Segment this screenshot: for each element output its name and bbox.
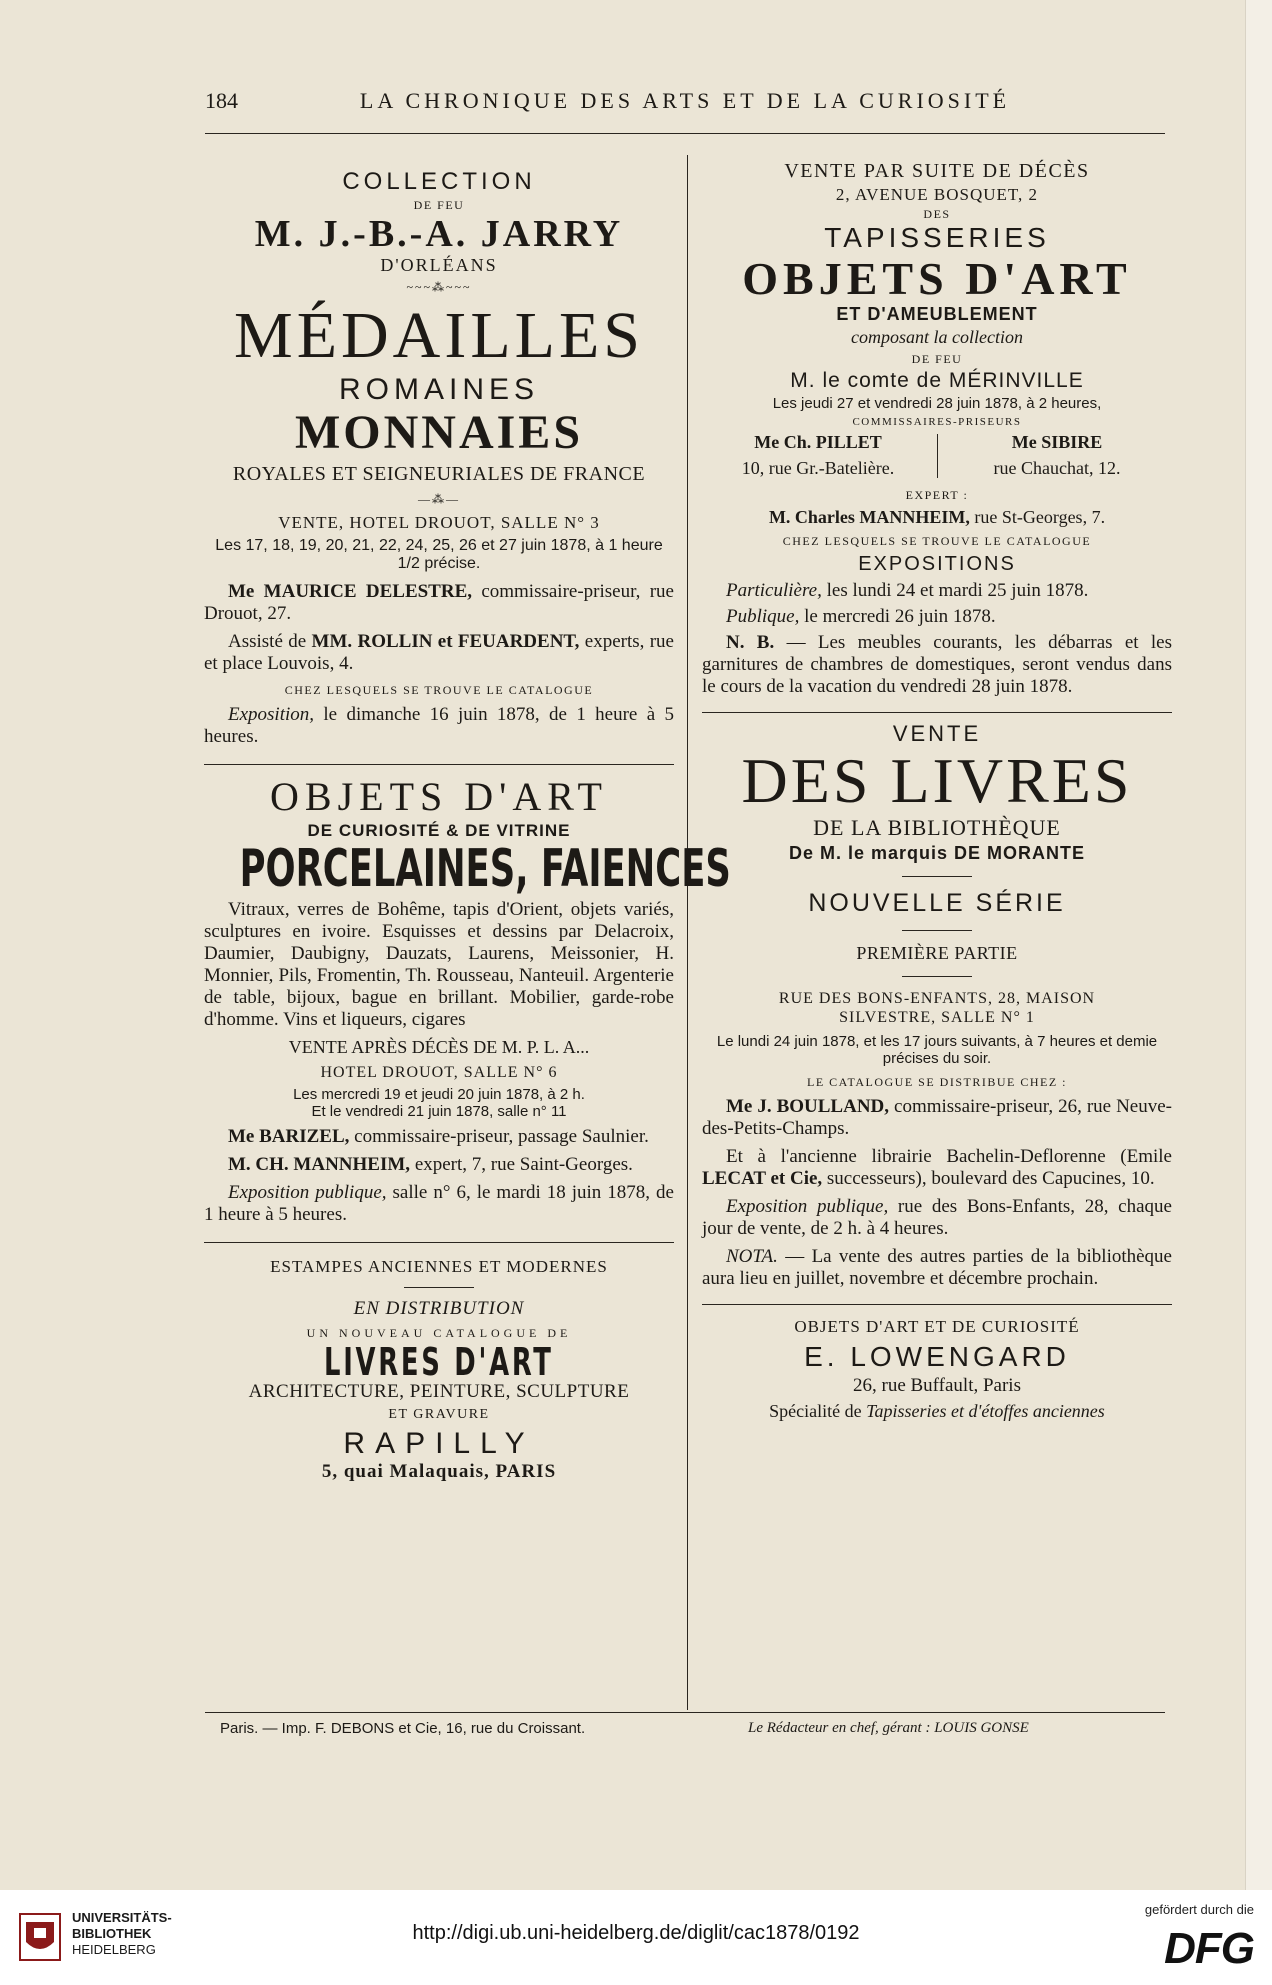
permalink-url[interactable]: http://digi.ub.uni-heidelberg.de/diglit/cac1878/0192: [412, 1922, 860, 1944]
bons-enfants-location: RUE DES BONS-ENFANTS, 28, MAISON SILVESTRE, SALLE N° 1: [778, 990, 1096, 1026]
objets-art-heading: OBJETS D'ART: [270, 774, 608, 819]
commissaires-label: COMMISSAIRES-PRISEURS: [852, 416, 1022, 428]
objets-art-heading-right: OBJETS D'ART: [742, 253, 1132, 304]
expert-label: EXPERT :: [905, 488, 969, 502]
jarry-dates: Les 17, 18, 19, 20, 21, 22, 24, 25, 26 et 27 juin 1878, à 1 heure 1/2 précise.: [215, 537, 663, 572]
running-head: [205, 88, 1165, 128]
lowengard-heading: OBJETS D'ART ET DE CURIOSITÉ: [794, 1317, 1080, 1336]
objets-expo-details: salle n° 6, le mardi 18 juin 1878, de 1 heure à 5 heures.: [204, 1182, 674, 1225]
jarry-experts: [204, 631, 674, 675]
editor-credit: Le Rédacteur en chef, gérant : LOUIS GONSE: [748, 1720, 1029, 1736]
dfg-logo: DFG: [1164, 1924, 1254, 1973]
jarry-catalogue-note: CHEZ LESQUELS SE TROUVE LE CATALOGUE: [284, 683, 594, 697]
de-feu-right: DE FEU: [911, 352, 963, 366]
right-column: [702, 160, 1172, 1422]
jarry-advert: [204, 168, 674, 748]
librairie-line: [702, 1146, 1172, 1190]
specialite-prefix: Spécialité de: [769, 1401, 867, 1421]
ornament-divider: ~~~⁂~~~: [406, 280, 472, 294]
left-column: [204, 160, 731, 1483]
premiere-partie: PREMIÈRE PARTIE: [856, 943, 1018, 963]
column-divider: [687, 155, 688, 1710]
merinville-dates: Les jeudi 27 et vendredi 28 juin 1878, à 2 heures,: [772, 395, 1102, 412]
charles-mannheim-name: M. Charles MANNHEIM,: [768, 507, 970, 527]
vente-heading: VENTE: [892, 721, 982, 746]
mini-rule-right: [902, 876, 972, 877]
publique-details: le mercredi 26 juin 1878.: [799, 606, 996, 627]
librairie-details: successeurs), boulevard des Capucines, 10.: [822, 1168, 1155, 1189]
charles-mannheim-address: rue St-Georges, 7.: [969, 507, 1106, 527]
commissaires-table: [702, 432, 1172, 482]
jarry-exposition: [204, 704, 674, 748]
charles-mannheim-line: [702, 507, 1172, 528]
nouveau-catalogue: UN NOUVEAU CATALOGUE DE: [306, 1326, 572, 1340]
footer-rule: [205, 1712, 1165, 1713]
nouvelle-serie: NOUVELLE SÉRIE: [808, 889, 1066, 917]
morante-expo-label: Exposition publique,: [726, 1196, 889, 1217]
medailles-heading: MÉDAILLES: [234, 299, 644, 372]
library-line-3: HEIDELBERG: [72, 1942, 156, 1957]
livres-art-wrap: [204, 1340, 674, 1384]
ornament-divider-2: —⁂—: [418, 492, 460, 506]
lowengard-address: 26, rue Buffault, Paris: [853, 1375, 1021, 1396]
mini-rule-right-2: [902, 930, 972, 931]
estampes-heading: ESTAMPES ANCIENNES ET MODERNES: [270, 1257, 608, 1276]
morante-advert: [702, 721, 1172, 1290]
morante-catalogue-note: LE CATALOGUE SE DISTRIBUE CHEZ :: [806, 1075, 1068, 1089]
librairie-prefix: Et à l'ancienne librairie Bachelin-Deflorenne (Emile: [726, 1146, 1172, 1167]
expositions-heading: EXPOSITIONS: [858, 553, 1016, 575]
rollin-feuardent: MM. ROLLIN et FEUARDENT,: [311, 631, 580, 652]
en-distribution: EN DISTRIBUTION: [353, 1298, 525, 1319]
objets-description: Vitraux, verres de Bohême, tapis d'Orient, objets variés, sculptures en ivoire. Esquisses et dessins par Delacroix, Daumier, Daubigny, Dauzats, Laurens, Meissonier, H. Monnier, Pils, Fromentin, Th. Rousseau, Nanteuil. Argenterie de table, bijoux, bague en brillant. Mobilier, garde-robe d'homme. Vins et liqueurs, cigares: [204, 899, 674, 1030]
mini-rule: [404, 1287, 474, 1288]
digitization-footer: [0, 1890, 1272, 1985]
estampes-advert: [204, 1257, 674, 1483]
header-rule: [205, 133, 1165, 134]
morante-dates: Le lundi 24 juin 1878, et les 17 jours suivants, à 7 heures et demie précises du soir.: [716, 1033, 1158, 1067]
barizel-name: Me BARIZEL,: [228, 1126, 350, 1147]
delestre-details: commissaire-priseur, rue Drouot, 27.: [204, 581, 674, 624]
vente-apres-deces: VENTE APRÈS DÉCÈS DE M. P. L. A...: [288, 1037, 590, 1057]
publique-line: [702, 606, 1172, 628]
jarry-name: M. J.-B.-A. JARRY: [254, 213, 624, 255]
objets-dates-1: Les mercredi 19 et jeudi 20 juin 1878, à 2 h.: [293, 1086, 585, 1103]
merinville-name: M. le comte de MÉRINVILLE: [790, 369, 1084, 392]
page-number: 184: [205, 88, 238, 113]
morante-expo-details: rue des Bons-Enfants, 28, chaque jour de vente, de 2 h. à 4 heures.: [702, 1196, 1172, 1239]
section-rule-right-2: [702, 1304, 1172, 1305]
expo-details: le dimanche 16 juin 1878, de 1 heure à 5 heures.: [204, 704, 674, 747]
nb-label: N. B.: [726, 632, 775, 653]
library-line-1: UNIVERSITÄTS-: [72, 1910, 172, 1925]
lowengard-name: E. LOWENGARD: [804, 1341, 1070, 1372]
mini-rule-right-3: [902, 976, 972, 977]
pillet-name: Me Ch. PILLET: [754, 432, 882, 452]
rapilly-address: 5, quai Malaquais, PARIS: [321, 1461, 557, 1482]
hotel-salle: HOTEL DROUOT, SALLE N° 6: [320, 1064, 558, 1081]
delestre-name: Me MAURICE DELESTRE,: [228, 581, 472, 602]
lowengard-advert: [702, 1317, 1172, 1422]
sibire-name: Me SIBIRE: [1011, 432, 1103, 452]
nota-line: [702, 1246, 1172, 1290]
nota-details: — La vente des autres parties de la bibliothèque aura lieu en juillet, novembre et décembre prochain.: [702, 1246, 1172, 1289]
vente-deces-heading: VENTE PAR SUITE DE DÉCÈS: [784, 160, 1090, 182]
ameublement-heading: ET D'AMEUBLEMENT: [836, 304, 1038, 324]
mannheim-name: M. CH. MANNHEIM,: [228, 1154, 411, 1175]
monnaies-heading: MONNAIES: [294, 406, 584, 459]
journal-title: LA CHRONIQUE DES ARTS ET DE LA CURIOSITÉ: [359, 88, 1011, 113]
tapisseries-heading: TAPISSERIES: [824, 222, 1050, 253]
sibire-address: rue Chauchat, 12.: [993, 458, 1121, 478]
particuliere-line: [702, 580, 1172, 602]
funding-note: gefördert durch die: [1144, 1902, 1254, 1917]
gravure-line: ET GRAVURE: [388, 1407, 490, 1422]
merinville-advert: [702, 160, 1172, 698]
commissaires-divider: [937, 434, 938, 478]
barizel-details: commissaire-priseur, passage Saulnier.: [349, 1126, 649, 1147]
boulland-details: commissaire-priseur, 26, rue Neuve-des-Petits-Champs.: [702, 1096, 1172, 1139]
pillet-address: 10, rue Gr.-Batelière.: [741, 458, 895, 478]
rapilly-name: RAPILLY: [343, 1427, 535, 1460]
particuliere-label: Particulière,: [726, 580, 822, 601]
nb-details: — Les meubles courants, les débarras et les garnitures de chambres de domestiques, seront vendus dans le cours de la vacation du vendredi 28 juin 1878.: [702, 632, 1172, 697]
barizel-line: [204, 1126, 674, 1148]
objets-exposition: [204, 1182, 674, 1226]
boulland-name: Me J. BOULLAND,: [726, 1096, 890, 1117]
morante-exposition: [702, 1196, 1172, 1240]
porcelaines-heading: PORCELAINES, FAIENCES: [239, 839, 731, 899]
lowengard-specialite: [702, 1401, 1172, 1422]
section-rule-2: [204, 1242, 674, 1243]
mannheim-line: [204, 1154, 674, 1176]
royales-heading: ROYALES ET SEIGNEURIALES DE FRANCE: [232, 463, 646, 485]
nb-note: [702, 632, 1172, 698]
scan-edge: [1245, 0, 1272, 1890]
vente-location: VENTE, HOTEL DROUOT, SALLE N° 3: [278, 513, 600, 532]
expo-label: Exposition,: [228, 704, 315, 725]
romaines-heading: ROMAINES: [338, 373, 540, 406]
merinville-catalogue-note: CHEZ LESQUELS SE TROUVE LE CATALOGUE: [782, 534, 1092, 548]
de-feu-label: DE FEU: [413, 198, 465, 212]
avenue-bosquet: 2, AVENUE BOSQUET, 2: [835, 185, 1039, 204]
section-rule: [204, 764, 674, 765]
boulland-line: [702, 1096, 1172, 1140]
objets-dates-2: Et le vendredi 21 juin 1878, salle n° 11: [311, 1103, 567, 1120]
architecture-line: ARCHITECTURE, PEINTURE, SCULPTURE: [248, 1381, 630, 1402]
bibliotheque-heading: DE LA BIBLIOTHÈQUE: [813, 815, 1061, 840]
des-label: DES: [923, 207, 951, 221]
assist-details: experts, rue et place Louvois, 4.: [204, 631, 674, 674]
objets-art-advert: [204, 774, 731, 1226]
objets-expo-label: Exposition publique,: [228, 1182, 387, 1203]
mannheim-details: expert, 7, rue Saint-Georges.: [410, 1154, 633, 1175]
section-rule-right: [702, 712, 1172, 713]
livres-art-heading: LIVRES D'ART: [324, 1340, 554, 1384]
particuliere-details: les lundi 24 et mardi 25 juin 1878.: [821, 580, 1089, 601]
assist-prefix: Assisté de: [228, 631, 312, 652]
jarry-commissaire: [204, 581, 674, 625]
composant-collection: composant la collection: [851, 327, 1023, 347]
nota-label: NOTA.: [726, 1246, 778, 1267]
publique-label: Publique,: [726, 606, 800, 627]
marquis-morante: De M. le marquis DE MORANTE: [788, 843, 1086, 863]
des-livres-heading: DES LIVRES: [741, 745, 1133, 816]
library-line-2: BIBLIOTHEK: [72, 1926, 152, 1941]
porcelaines-wrap: [204, 839, 731, 899]
printer-imprint: Paris. — Imp. F. DEBONS et Cie, 16, rue du Croissant.: [220, 1720, 586, 1737]
lecat-name: LECAT et Cie,: [702, 1168, 823, 1189]
curiosite-vitrine: DE CURIOSITÉ & DE VITRINE: [307, 821, 571, 840]
collection-heading: COLLECTION: [342, 168, 536, 195]
jarry-origin: D'ORLÉANS: [380, 255, 498, 275]
specialite-italic: Tapisseries et d'étoffes anciennes: [866, 1401, 1105, 1421]
